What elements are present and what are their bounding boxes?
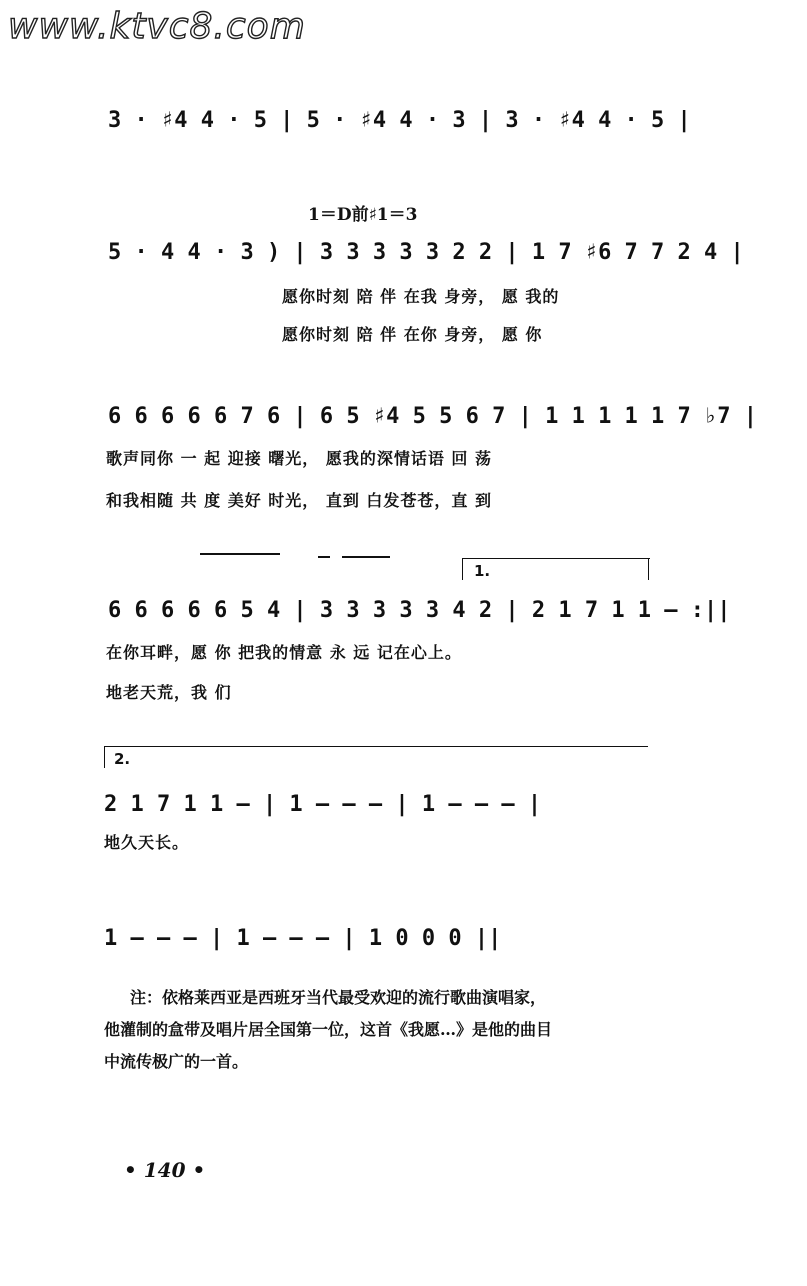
footnote-line-3: 中流传极广的一首。 bbox=[104, 1052, 249, 1071]
ornament-dash bbox=[318, 556, 330, 558]
lyric-row-4-verse-1: 在你耳畔，愿 你 把我的情意 永 远 记在心上。 bbox=[106, 643, 462, 662]
lyric-row-5-verse-2: 地久天长。 bbox=[104, 833, 190, 852]
lyric-row-2-verse-2: 愿你时刻 陪 伴 在你 身旁， 愿 你 bbox=[282, 325, 543, 344]
ornament-dash bbox=[342, 556, 390, 558]
staff-row-2: 5 · 4 4 · 3 ) | 3 3 3 3 3 2 2 | 1 7 ♯6 7 7 2 4 | bbox=[108, 240, 744, 265]
site-watermark: www.ktvc8.com bbox=[8, 6, 306, 47]
second-ending-bracket bbox=[104, 746, 648, 747]
second-ending-label: 2. bbox=[114, 750, 131, 768]
staff-row-6: 1 — — — | 1 — — — | 1 0 0 0 || bbox=[104, 926, 502, 951]
ornament-dash bbox=[200, 553, 280, 555]
first-ending-label: 1. bbox=[474, 562, 491, 580]
staff-row-3: 6 6 6 6 6 7 6 | 6 5 ♯4 5 5 6 7 | 1 1 1 1 1 7 ♭7 | bbox=[108, 404, 758, 429]
page-number: • 140 • bbox=[124, 1158, 206, 1182]
second-ending-bracket-left bbox=[104, 746, 105, 768]
lyric-row-3-verse-1: 歌声同你 一 起 迎接 曙光， 愿我的深情话语 回 荡 bbox=[106, 449, 492, 468]
lyric-row-3-verse-2: 和我相随 共 度 美好 时光， 直到 白发苍苍，直 到 bbox=[106, 491, 492, 510]
lyric-row-2-verse-1: 愿你时刻 陪 伴 在我 身旁， 愿 我的 bbox=[282, 287, 560, 306]
staff-row-4: 6 6 6 6 6 5 4 | 3 3 3 3 3 4 2 | 2 1 7 1 1 — :|| bbox=[108, 598, 731, 623]
staff-row-1: 3 · ♯4 4 · 5 | 5 · ♯4 4 · 3 | 3 · ♯4 4 · 5 | bbox=[108, 108, 691, 133]
lyric-row-4-verse-2: 地老天荒，我 们 bbox=[106, 683, 232, 702]
footnote-line-1: 注：依格莱西亚是西班牙当代最受欢迎的流行歌曲演唱家， bbox=[130, 988, 547, 1007]
key-change-label: 1＝D前♯1＝3 bbox=[308, 205, 418, 225]
staff-row-5: 2 1 7 1 1 — | 1 — — — | 1 — — — | bbox=[104, 792, 542, 817]
footnote-line-2: 他灌制的盒带及唱片居全国第一位，这首《我愿…》是他的曲目 bbox=[104, 1020, 553, 1039]
first-ending-bracket-right bbox=[648, 558, 649, 580]
first-ending-bracket-left bbox=[462, 558, 463, 580]
first-ending-bracket bbox=[462, 558, 650, 559]
